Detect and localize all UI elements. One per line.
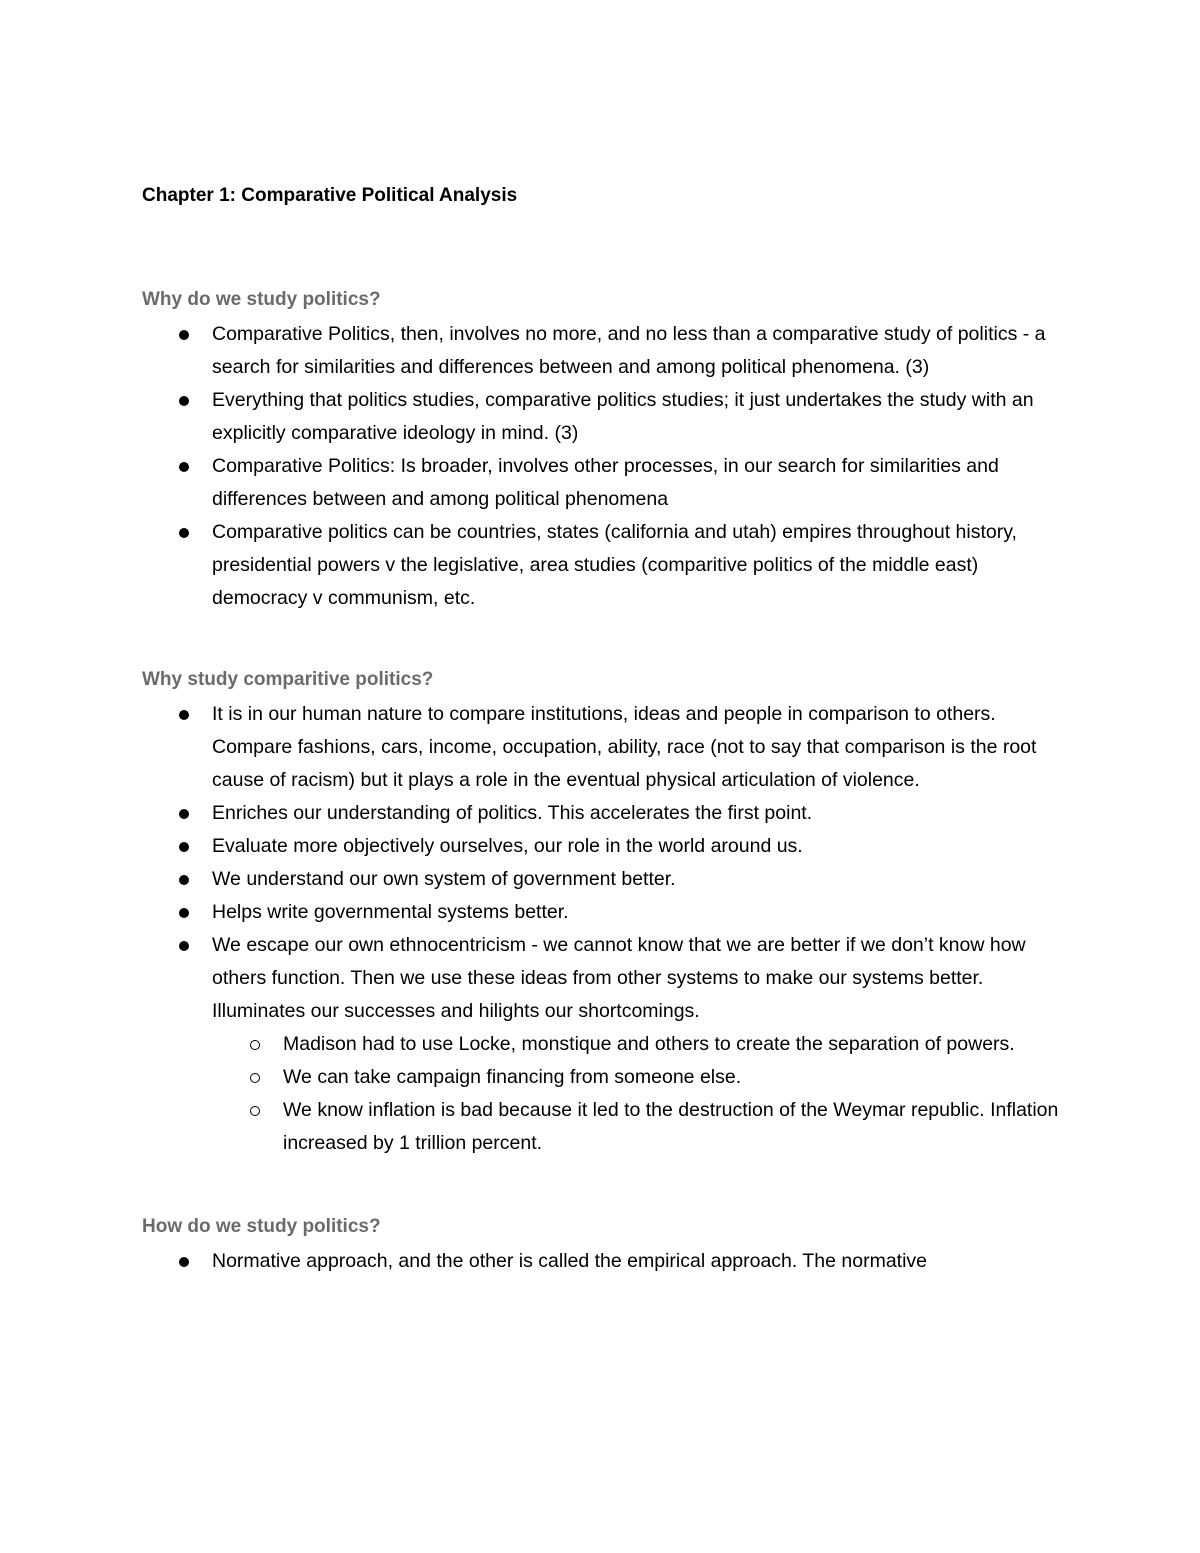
bullet-icon — [179, 842, 189, 852]
section-how-study-politics — [142, 1212, 1062, 1278]
bullet-icon — [179, 1257, 189, 1267]
list-item — [142, 797, 1062, 830]
sub-list-item-text: Madison had to use Locke, monstique and others to create the separation of powers. — [283, 1033, 1015, 1055]
list-item — [142, 384, 1062, 450]
section-heading: Why do we study politics? — [142, 289, 381, 310]
sub-bullet-list — [142, 1028, 1062, 1160]
section-why-study-comparitive-politics — [142, 665, 1062, 1160]
sub-list-item — [142, 1028, 1062, 1061]
sub-list-item-text: We can take campaign financing from someone else. — [283, 1066, 742, 1088]
list-item — [142, 698, 1062, 797]
bullet-icon — [179, 396, 189, 406]
list-item — [142, 863, 1062, 896]
list-item-text: Helps write governmental systems better. — [212, 901, 569, 923]
list-item-text: Comparative Politics, then, involves no more, and no less than a comparative study of politics - a search for similarities and differences between and among political phenomena. (3) — [212, 323, 1046, 378]
list-item-text: Enriches our understanding of politics. This accelerates the first point. — [212, 802, 813, 824]
bullet-icon — [179, 528, 189, 538]
sub-list-item — [142, 1094, 1062, 1160]
list-item-text: Normative approach, and the other is called the empirical approach. The normative — [212, 1250, 928, 1272]
list-item-text: Comparative politics can be countries, states (california and utah) empires throughout history, presidential powers v the legislative, area studies (comparitive politics of the middle east) democracy v communism, etc. — [212, 521, 1017, 609]
sub-list-item — [142, 1061, 1062, 1094]
list-item — [142, 516, 1062, 615]
bullet-icon — [179, 330, 189, 340]
bullet-icon — [179, 809, 189, 819]
hollow-bullet-icon — [250, 1040, 260, 1050]
list-item-text: Everything that politics studies, comparative politics studies; it just undertakes the study with an explicitly comparative ideology in mind. (3) — [212, 389, 1034, 444]
section-heading: How do we study politics? — [142, 1216, 381, 1237]
document-title: Chapter 1: Comparative Political Analysis — [142, 185, 518, 206]
list-item-text: Comparative Politics: Is broader, involves other processes, in our search for similarities and differences between and among political phenomena — [212, 455, 999, 510]
list-item-text: It is in our human nature to compare institutions, ideas and people in comparison to others. Compare fashions, cars, income, occupation, ability, race (not to say that comparison is the root cause of racism) but it plays a role in the eventual physical articulation of violence. — [212, 703, 1037, 791]
list-item — [142, 896, 1062, 929]
list-item — [142, 318, 1062, 384]
bullet-icon — [179, 710, 189, 720]
list-item — [142, 929, 1062, 1028]
list-item-text: We escape our own ethnocentricism - we cannot know that we are better if we don’t know how others function. Then we use these ideas from other systems to make our systems better. Illuminates our successes and hilights our shortcomings. — [212, 934, 1026, 1022]
bullet-icon — [179, 908, 189, 918]
list-item-text: We understand our own system of government better. — [212, 868, 676, 890]
list-item — [142, 450, 1062, 516]
section-why-study-politics — [142, 285, 1062, 615]
list-item — [142, 1245, 1062, 1278]
bullet-list — [142, 1245, 1062, 1278]
bullet-list — [142, 318, 1062, 615]
bullet-icon — [179, 462, 189, 472]
bullet-icon — [179, 941, 189, 951]
bullet-list — [142, 698, 1062, 1028]
document-content — [142, 181, 1062, 1278]
list-item — [142, 830, 1062, 863]
list-item-text: Evaluate more objectively ourselves, our role in the world around us. — [212, 835, 803, 857]
section-heading: Why study comparitive politics? — [142, 669, 434, 690]
hollow-bullet-icon — [250, 1106, 260, 1116]
hollow-bullet-icon — [250, 1073, 260, 1083]
bullet-icon — [179, 875, 189, 885]
sub-list-item-text: We know inflation is bad because it led to the destruction of the Weymar republic. Inflation increased by 1 trillion percent. — [283, 1099, 1059, 1154]
